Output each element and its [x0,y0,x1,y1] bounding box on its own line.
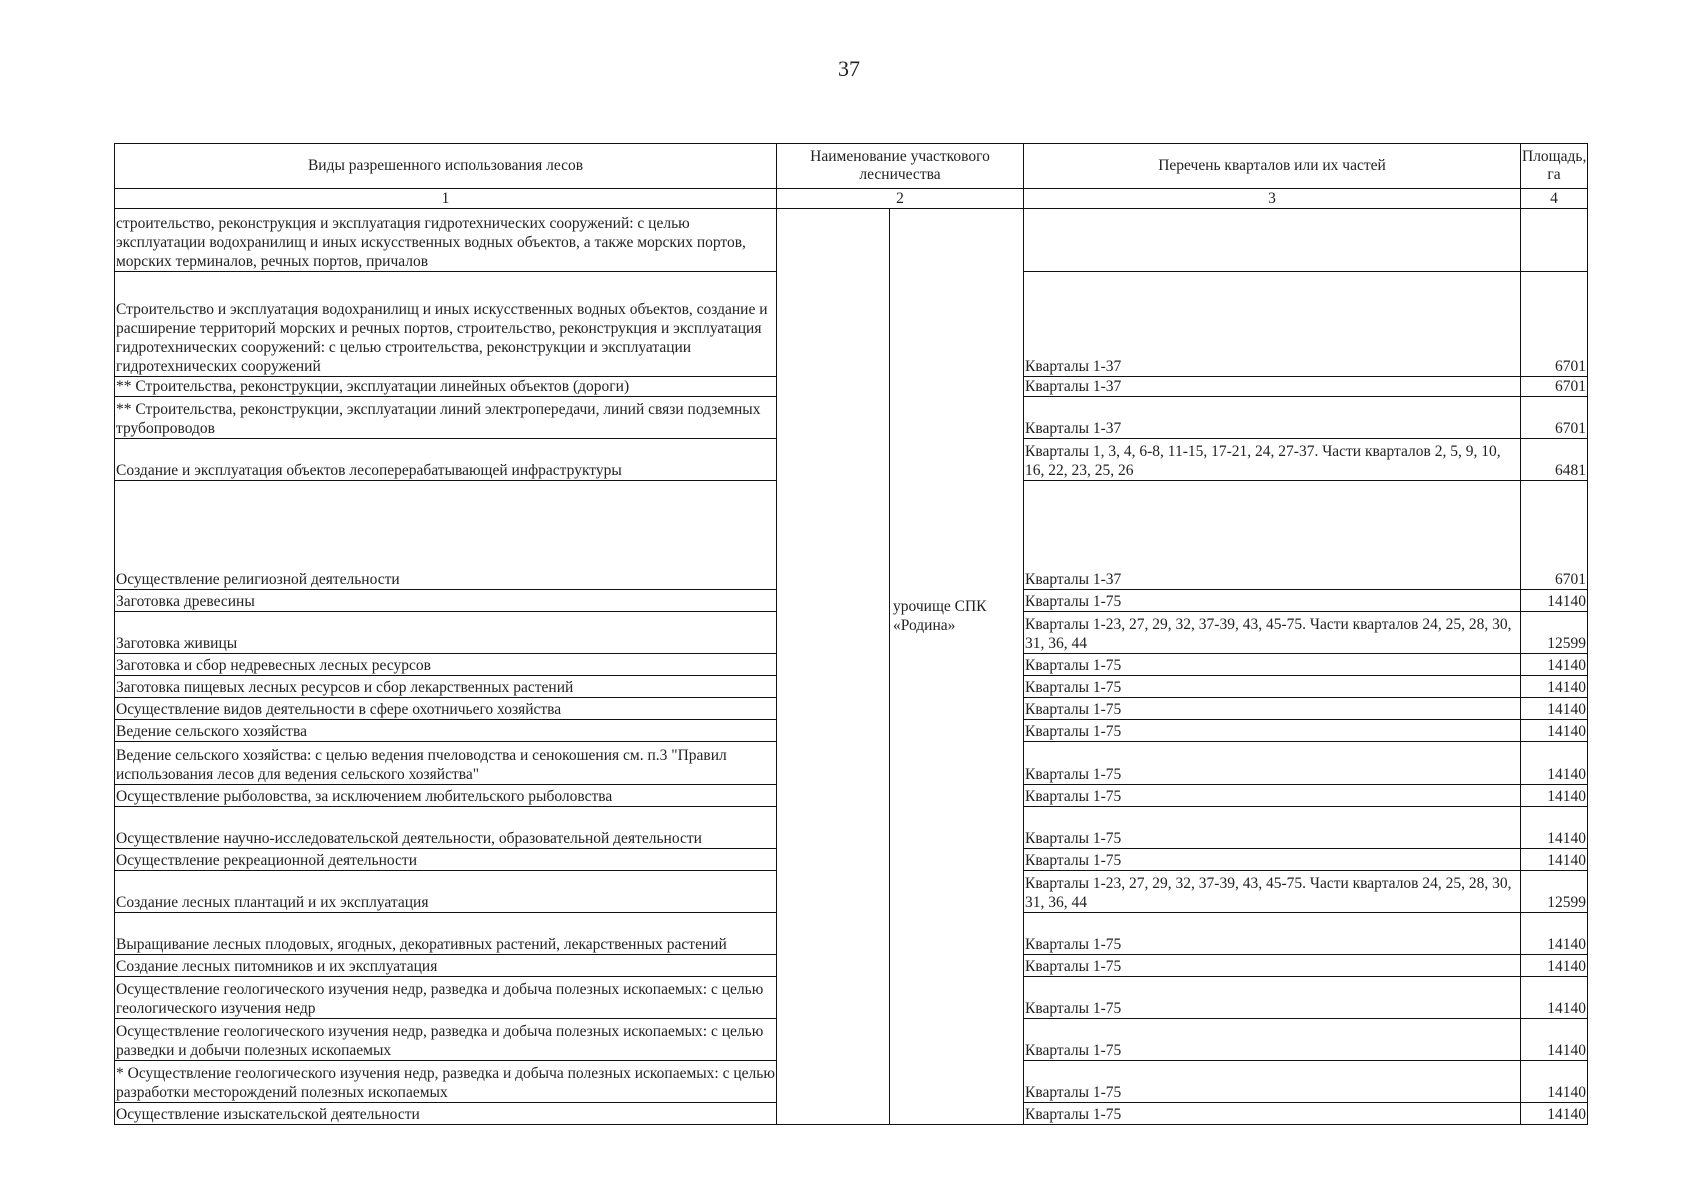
area-cell: 14140 [1521,1102,1588,1124]
column-number: 3 [1024,189,1521,209]
column-number-row [115,189,1588,209]
area-cell: 14140 [1521,954,1588,976]
quarters-cell: Кварталы 1-75 [1024,848,1521,870]
quarters-cell: Кварталы 1-37 [1024,377,1521,397]
district-blank-cell [777,209,890,1125]
column-number: 2 [777,189,1024,209]
column-number: 1 [115,189,777,209]
area-cell: 6481 [1521,439,1588,481]
area-cell: 6701 [1521,397,1588,439]
quarters-cell: Кварталы 1-75 [1024,742,1521,784]
area-cell: 14140 [1521,1018,1588,1060]
use-type-cell: Осуществление научно-исследовательской деятельности, образовательной деятельности [115,806,777,848]
area-cell: 6701 [1521,272,1588,377]
area-cell: 14140 [1521,654,1588,676]
area-cell: 14140 [1521,912,1588,954]
use-type-cell: Осуществление видов деятельности в сфере охотничьего хозяйства [115,698,777,720]
use-type-cell: Заготовка живицы [115,612,777,654]
area-cell: 14140 [1521,742,1588,784]
area-cell: 14140 [1521,590,1588,612]
quarters-cell: Кварталы 1-75 [1024,654,1521,676]
use-type-cell: Создание лесных плантаций и их эксплуатация [115,870,777,912]
quarters-cell: Кварталы 1-75 [1024,1102,1521,1124]
use-type-cell: Выращивание лесных плодовых, ягодных, декоративных растений, лекарственных растений [115,912,777,954]
area-cell: 6701 [1521,377,1588,397]
area-cell: 14140 [1521,806,1588,848]
area-cell: 14140 [1521,976,1588,1018]
forest-use-table [114,143,1588,1125]
use-type-cell: Осуществление религиозной деятельности [115,481,777,590]
column-number: 4 [1521,189,1588,209]
quarters-cell: Кварталы 1-37 [1024,272,1521,377]
area-cell: 14140 [1521,784,1588,806]
use-type-cell: Создание и эксплуатация объектов лесоперерабатывающей инфраструктуры [115,439,777,481]
use-type-cell: ** Строительства, реконструкции, эксплуатации линейных объектов (дороги) [115,377,777,397]
quarters-cell: Кварталы 1-75 [1024,698,1521,720]
area-cell: 12599 [1521,870,1588,912]
quarters-cell: Кварталы 1-75 [1024,720,1521,742]
table-body [115,209,1588,1125]
quarters-cell: Кварталы 1-37 [1024,481,1521,590]
area-cell [1521,209,1588,272]
page-number: 37 [838,56,860,81]
header-district: Наименование участкового лесничества [777,144,1024,189]
area-cell: 6701 [1521,481,1588,590]
quarters-cell: Кварталы 1-23, 27, 29, 32, 37-39, 43, 45-75. Части кварталов 24, 25, 28, 30, 31, 36, 44 [1024,612,1521,654]
header-quarters: Перечень кварталов или их частей [1024,144,1521,189]
quarters-cell: Кварталы 1-75 [1024,912,1521,954]
quarters-cell: Кварталы 1-75 [1024,806,1521,848]
use-type-cell: Заготовка и сбор недревесных лесных ресурсов [115,654,777,676]
district-name: урочище СПК «Родина» [893,598,987,634]
quarters-cell: Кварталы 1-37 [1024,397,1521,439]
use-type-cell: Создание лесных питомников и их эксплуатация [115,954,777,976]
use-type-cell: Строительство и эксплуатация водохранилищ и иных искусственных водных объектов, создание и расширение территорий морских и речных портов, строительство, реконструкция и эксплуатация гидротехнических сооружений: с целью строительства, реконструкции и эксплуатации гидротехнических сооружений [115,272,777,377]
quarters-cell: Кварталы 1, 3, 4, 6-8, 11-15, 17-21, 24, 27-37. Части кварталов 2, 5, 9, 10, 16, 22, 23, 25, 26 [1024,439,1521,481]
use-type-cell: ** Строительства, реконструкции, эксплуатации линий электропередачи, линий связи подземных трубопроводов [115,397,777,439]
quarters-cell: Кварталы 1-75 [1024,676,1521,698]
use-type-cell: строительство, реконструкция и эксплуатация гидротехнических сооружений: с целью эксплуатации водохранилищ и иных искусственных водных объектов, а также морских портов, морских терминалов, речных портов, причалов [115,209,777,272]
use-type-cell: Осуществление рыболовства, за исключением любительского рыболовства [115,784,777,806]
quarters-cell: Кварталы 1-75 [1024,954,1521,976]
use-type-cell: Заготовка пищевых лесных ресурсов и сбор лекарственных растений [115,676,777,698]
quarters-cell: Кварталы 1-75 [1024,1018,1521,1060]
header-row [115,144,1588,189]
district-cell [890,209,1024,1125]
area-cell: 14140 [1521,676,1588,698]
use-type-cell: Ведение сельского хозяйства [115,720,777,742]
quarters-cell: Кварталы 1-23, 27, 29, 32, 37-39, 43, 45-75. Части кварталов 24, 25, 28, 30, 31, 36, 44 [1024,870,1521,912]
use-type-cell: Осуществление рекреационной деятельности [115,848,777,870]
use-type-cell: Осуществление геологического изучения недр, разведка и добыча полезных ископаемых: с целью геологического изучения недр [115,976,777,1018]
area-cell: 14140 [1521,1060,1588,1102]
use-type-cell: * Осуществление геологического изучения недр, разведка и добыча полезных ископаемых: с целью разработки месторождений полезных ископаемых [115,1060,777,1102]
quarters-cell: Кварталы 1-75 [1024,590,1521,612]
area-cell: 14140 [1521,848,1588,870]
quarters-cell: Кварталы 1-75 [1024,784,1521,806]
quarters-cell: Кварталы 1-75 [1024,976,1521,1018]
area-cell: 14140 [1521,720,1588,742]
table-row [115,209,1588,272]
area-cell: 14140 [1521,698,1588,720]
use-type-cell: Ведение сельского хозяйства: с целью ведения пчеловодства и сенокошения см. п.3 "Правил использования лесов для ведения сельского хозяйства" [115,742,777,784]
area-cell: 12599 [1521,612,1588,654]
quarters-cell [1024,209,1521,272]
header-use-types: Виды разрешенного использования лесов [115,144,777,189]
use-type-cell: Осуществление геологического изучения недр, разведка и добыча полезных ископаемых: с целью разведки и добычи полезных ископаемых [115,1018,777,1060]
use-type-cell: Осуществление изыскательской деятельности [115,1102,777,1124]
header-area: Площадь, га [1521,144,1588,189]
quarters-cell: Кварталы 1-75 [1024,1060,1521,1102]
use-type-cell: Заготовка древесины [115,590,777,612]
